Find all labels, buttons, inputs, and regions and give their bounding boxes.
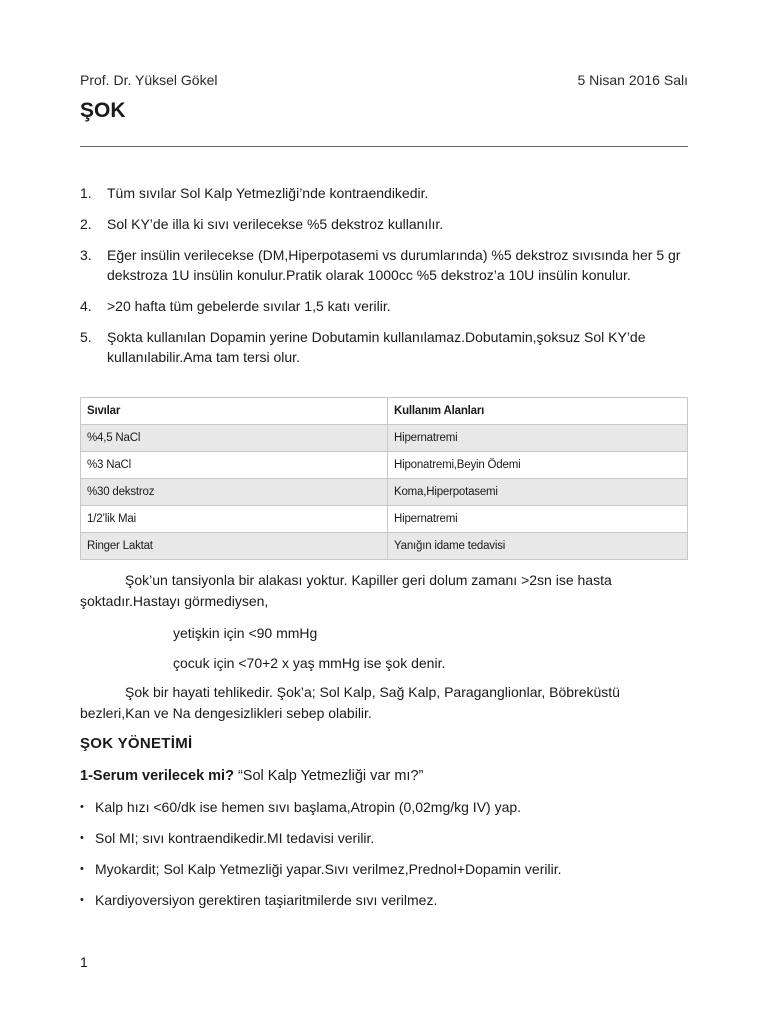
list-item: [80, 890, 688, 910]
table-row: [81, 533, 688, 560]
title-divider: [80, 146, 688, 147]
list-item-text: Kalp hızı <60/dk ise hemen sıvı başlama,Atropin (0,02mg/kg IV) yap.: [95, 799, 522, 815]
list-item: [80, 183, 688, 203]
table-cell: %30 dekstroz: [81, 479, 388, 506]
list-item-text: Kardiyoversiyon gerektiren taşiaritmilerde sıvı verilmez.: [95, 892, 438, 908]
list-item: [80, 296, 688, 316]
table-cell: 1/2’lik Mai: [81, 506, 388, 533]
page-title: ŞOK: [80, 99, 126, 122]
list-item-text: >20 hafta tüm gebelerde sıvılar 1,5 katı verilir.: [107, 298, 391, 314]
table-cell: Ringer Laktat: [81, 533, 388, 560]
page-header: [80, 72, 688, 90]
document-page: [80, 0, 688, 1024]
list-item-text: Eğer insülin verilecekse (DM,Hiperpotasemi vs durumlarında) %5 dekstroz sıvısında her 5 gr dekstroza 1U insülin konulur.Pratik olarak 1000cc %5 dekstroz’a 10U insülin konulur.: [107, 247, 681, 283]
list-number: 1.: [80, 185, 92, 201]
column-header-fluids: Sıvılar: [81, 398, 388, 425]
table-cell: Hipernatremi: [388, 506, 688, 533]
list-item: [80, 828, 688, 848]
table-header-row: [81, 398, 688, 425]
table-row: [81, 452, 688, 479]
bullet-list: [80, 797, 688, 921]
bullet-icon: •: [80, 894, 84, 906]
list-number: 5.: [80, 329, 92, 345]
body-paragraph: Şok’un tansiyonla bir alakası yoktur. Kapiller geri dolum zamanı >2sn ise hasta şoktadır.Hastayı görmediysen,: [80, 572, 612, 609]
list-item: [80, 327, 688, 367]
question-label: 1-Serum verilecek mi?: [80, 768, 234, 784]
list-item-text: Şokta kullanılan Dopamin yerine Dobutamin kullanılamaz.Dobutamin,şoksuz Sol KY’de kullanılabilir.Ama tam tersi olur.: [107, 329, 646, 365]
table-row: [81, 425, 688, 452]
page-number: 1: [80, 954, 88, 970]
list-item: [80, 245, 688, 285]
bullet-icon: •: [80, 863, 84, 875]
list-item: [80, 214, 688, 234]
fluids-table: [80, 397, 688, 560]
table-cell: Hiponatremi,Beyin Ödemi: [388, 452, 688, 479]
table-cell: %4,5 NaCl: [81, 425, 388, 452]
list-number: 2.: [80, 216, 92, 232]
table-cell: %3 NaCl: [81, 452, 388, 479]
table-cell: Yanığın idame tedavisi: [388, 533, 688, 560]
document-date: 5 Nisan 2016 Salı: [577, 72, 688, 88]
table-cell: Hipernatremi: [388, 425, 688, 452]
child-threshold-line: çocuk için <70+2 x yaş mmHg ise şok denir.: [173, 655, 446, 671]
column-header-usage: Kullanım Alanları: [388, 398, 688, 425]
list-item: [80, 859, 688, 879]
list-item: [80, 797, 688, 817]
question-line: [80, 768, 423, 784]
author-name: Prof. Dr. Yüksel Gökel: [80, 72, 218, 88]
list-item-text: Tüm sıvılar Sol Kalp Yetmezliği’nde kontraendikedir.: [107, 185, 429, 201]
table-row: [81, 506, 688, 533]
bullet-icon: •: [80, 801, 84, 813]
list-item-text: Sol KY’de illa ki sıvı verilecekse %5 dekstroz kullanılır.: [107, 216, 444, 232]
list-number: 3.: [80, 247, 92, 263]
table-row: [81, 479, 688, 506]
list-item-text: Myokardit; Sol Kalp Yetmezliği yapar.Sıvı verilmez,Prednol+Dopamin verilir.: [95, 861, 562, 877]
list-number: 4.: [80, 298, 92, 314]
table-cell: Koma,Hiperpotasemi: [388, 479, 688, 506]
section-heading: ŞOK YÖNETİMİ: [80, 735, 193, 752]
body-paragraph: Şok bir hayati tehlikedir. Şok’a; Sol Kalp, Sağ Kalp, Paraganglionlar, Böbreküstü bezleri,Kan ve Na dengesizlikleri sebep olabilir.: [80, 684, 620, 721]
numbered-list: [80, 183, 688, 378]
list-item-text: Sol MI; sıvı kontraendikedir.MI tedavisi verilir.: [95, 830, 375, 846]
question-text: “Sol Kalp Yetmezliği var mı?”: [233, 768, 424, 784]
bullet-icon: •: [80, 832, 84, 844]
adult-threshold-line: yetişkin için <90 mmHg: [173, 625, 318, 641]
